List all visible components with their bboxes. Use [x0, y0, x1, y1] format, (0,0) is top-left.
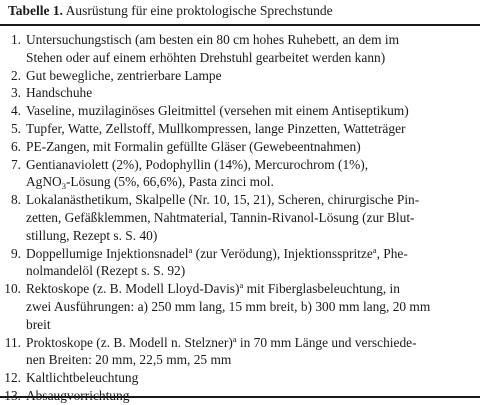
list-item	[0, 191, 480, 244]
list-item	[0, 102, 480, 120]
list-item-number: 9.	[10, 245, 21, 261]
text-segment: AgNO	[26, 174, 62, 190]
text-segment: Proktoskope (z. B. Modell n. Stelzner)	[26, 334, 233, 350]
table-label: Tabelle 1.	[8, 3, 64, 18]
text-segment: , Phe-	[376, 245, 408, 261]
list-item-text-line	[26, 351, 472, 369]
text-segment: -Lösung (5%, 66,6%), Pasta zinci mol.	[65, 174, 274, 190]
list-item-number: 5.	[10, 120, 21, 136]
text-segment: mit Fiberglasbeleuchtung, in	[243, 281, 400, 297]
text-segment: stillung, Rezept s. S. 40)	[26, 227, 158, 243]
list-item	[0, 334, 480, 370]
list-item	[0, 369, 480, 387]
list-item-text-line	[26, 369, 472, 387]
text-segment: Rektoskope (z. B. Modell Lloyd-Davis)	[26, 281, 240, 297]
list-item-text-line	[26, 102, 472, 120]
text-segment: Gut bewegliche, zentrierbare Lampe	[26, 67, 222, 83]
text-segment: breit	[26, 316, 51, 332]
list-item-text-line	[26, 156, 472, 174]
text-segment: Tupfer, Watte, Zellstoff, Mullkompressen, lange Pinzetten, Watteträger	[26, 120, 406, 136]
list-item-text-line	[26, 49, 472, 67]
list-item	[0, 31, 480, 67]
text-segment: nen Breiten: 20 mm, 22,5 mm, 25 mm	[26, 352, 232, 368]
list-item-number: 2.	[10, 67, 21, 83]
list-item-number: 8.	[10, 192, 21, 208]
text-segment: Kaltlichtbeleuchtung	[26, 370, 139, 386]
list-item-text-line	[26, 334, 472, 352]
list-item	[0, 67, 480, 85]
table-caption	[8, 3, 333, 19]
text-segment: Vaseline, muzilaginöses Gleitmittel (versehen mit einem Antiseptikum)	[26, 103, 409, 119]
list-item-text-line	[26, 120, 472, 138]
list-item-text-line	[26, 84, 472, 102]
list-item-number: 1.	[10, 32, 21, 47]
list-item	[0, 120, 480, 138]
list-item-number: 7.	[10, 156, 21, 172]
text-segment: Lokalanästhetikum, Skalpelle (Nr. 10, 15, 21), Scheren, chirurgische Pin-	[26, 192, 420, 208]
list-item-number: 3.	[10, 85, 21, 101]
bottom-rule	[0, 396, 480, 398]
list-item-text-line	[26, 31, 472, 49]
list-item-number: 11.	[4, 334, 21, 350]
list-item-text-line	[26, 173, 472, 191]
list-item-text-line	[26, 67, 472, 85]
list-item-text-line	[26, 138, 472, 156]
list-item-text-line	[26, 227, 472, 245]
list-item-number: 12.	[4, 370, 21, 386]
subscript: 3	[61, 181, 66, 192]
list-item	[0, 138, 480, 156]
text-segment: Untersuchungstisch (am besten ein 80 cm hohes Ruhebett, an dem im	[26, 32, 399, 47]
text-segment: PE-Zangen, mit Formalin gefüllte Gläser (Gewebeentnahmen)	[26, 138, 361, 154]
list-item-text-line	[26, 262, 472, 280]
footnote-marker: a	[232, 333, 237, 344]
text-segment: zetten, Gefäßklemmen, Nahtmaterial, Tannin-Rivanol-Lösung (zur Blut-	[26, 209, 415, 225]
text-segment: (zur Verödung), Injektionsspritze	[192, 245, 373, 261]
text-segment: Stehen oder auf einem erhöhten Drehstuhl gearbeitet werden kann)	[26, 49, 386, 65]
footnote-marker: a	[188, 244, 193, 255]
table-title: Ausrüstung für eine proktologische Sprechstunde	[65, 3, 333, 18]
list-item-text-line	[26, 191, 472, 209]
list-item-number: 10.	[4, 281, 21, 297]
list-item-text-line	[26, 280, 472, 298]
text-segment: Handschuhe	[26, 85, 93, 101]
list-item-number: 4.	[10, 103, 21, 119]
list-item-number: 6.	[10, 138, 21, 154]
list-item	[0, 84, 480, 102]
footnote-marker: a	[239, 280, 244, 291]
list-item-text-line	[26, 245, 472, 263]
footnote-marker: a	[372, 244, 377, 255]
list-item-text-line	[26, 298, 472, 316]
list-item	[0, 156, 480, 192]
equipment-list	[0, 31, 480, 405]
top-rule	[0, 24, 480, 26]
list-item	[0, 280, 480, 333]
text-segment: zwei Ausführungen: a) 250 mm lang, 15 mm breit, b) 300 mm lang, 20 mm	[26, 298, 431, 314]
list-item-text-line	[26, 209, 472, 227]
text-segment: in 70 mm Länge und verschiede-	[236, 334, 417, 350]
text-segment: nolmandelöl (Rezept s. S. 92)	[26, 263, 186, 279]
text-segment: Gentianaviolett (2%), Podophyllin (14%), Mercurochrom (1%),	[26, 156, 369, 172]
list-item-text-line	[26, 316, 472, 334]
list-item	[0, 245, 480, 281]
text-segment: Doppellumige Injektionsnadel	[26, 245, 189, 261]
